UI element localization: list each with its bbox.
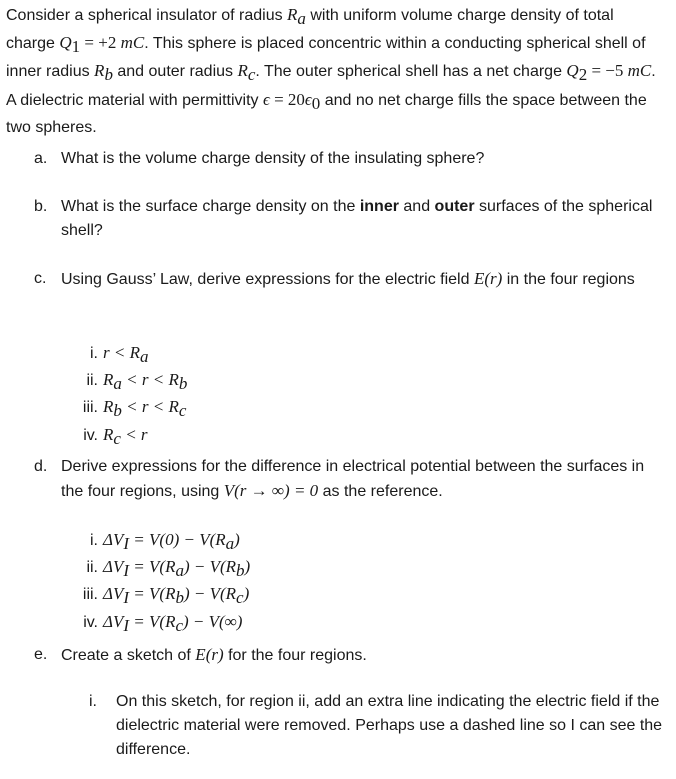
region-item [76,368,187,395]
question-text [61,455,664,504]
symbol-epsilon: ϵ [262,89,270,109]
delta-v: ΔV [103,584,124,604]
potential-expr: = V(R [129,584,176,604]
symbol-sub: 0 [311,93,321,113]
region-expr: r < R [103,343,140,362]
potential-expr: = V(R [129,557,176,577]
intro-math: = +2 [80,33,121,53]
symbol-E: E [195,645,206,664]
text: Derive expressions for the difference in electrical potential between the surfaces in the four regions, using [61,458,645,500]
item-label: i. [89,693,97,710]
symbol-sub: I [123,615,130,635]
question-label: c. [34,270,47,287]
item-label: iii. [82,399,98,417]
symbol-sub: b [175,588,184,608]
item-label: iii. [82,586,98,604]
intro-text: . A dielectric material with permittivity [6,63,656,109]
sketch-item-text: On this sketch, for region ii, add an extra line indicating the electric field if the dielectric material were removed. Perhaps use a dashed line so I can see the difference. [116,693,663,758]
item-label: iv. [83,426,98,444]
item-label: iv. [83,613,98,631]
symbol-epsilon0: ϵ [304,89,312,109]
potential-expr: ) − V(∞) [183,611,243,631]
symbol-sub: c [236,588,244,608]
symbol-sub: I [123,561,130,581]
intro-text: and no net charge fills the space between the two spheres. [6,91,647,136]
question-text [61,195,664,243]
question-d [34,455,664,504]
potential-expr: ) [243,584,250,604]
potential-expr: = V(R [129,611,176,631]
symbol-sub: 2 [578,65,588,85]
item-label: i. [90,345,98,362]
symbol-sub: a [225,534,235,554]
potential-item [76,528,250,555]
question-text [61,267,664,292]
symbol-r: (r) [484,269,503,288]
unit-mC: mC [120,33,145,53]
symbol-sub: c [178,401,187,421]
symbol-sub: c [175,615,183,635]
question-label: b. [34,198,48,215]
region-item [76,423,187,450]
question-text: What is the volume charge density of the insulating sphere? [61,150,485,167]
sketch-item [89,690,669,762]
text: Create a sketch of [61,647,196,664]
symbol-E: E [473,269,485,288]
region-list-c [76,341,187,450]
potential-item [76,610,250,637]
symbol-sub: b [178,374,188,394]
problem-intro [6,3,666,140]
region-expr: < r < R [121,397,179,417]
question-label: e. [34,646,48,663]
bold-inner: inner [359,198,399,215]
intro-text: and outer radius [112,63,238,81]
region-item [76,395,187,422]
symbol-sub: b [113,401,122,421]
symbol-sub: c [113,428,121,448]
intro-text: with uniform volume charge density of total charge [6,7,614,53]
potential-expr: = V(0) − V(R [129,530,226,549]
item-label: i. [90,532,98,549]
symbol-Rc: R [237,61,248,81]
symbol-sub: b [236,561,245,581]
region-expr: R [103,370,114,390]
intro-text: Consider a spherical insulator of radius [6,7,288,24]
symbol-sub: I [123,534,130,554]
region-expr: < r < R [121,370,179,390]
question-b [34,195,664,243]
potential-item [76,582,250,609]
symbol-sub: a [297,9,306,29]
intro-text: . This sphere is placed concentric within a conducting spherical shell of inner radius [6,35,646,81]
symbol-sub: a [113,374,122,394]
region-item [76,341,187,368]
region-expr: R [103,424,114,444]
potential-expr: ) [244,557,251,577]
intro-text: . The outer spherical shell has a net charge [255,63,567,81]
symbol-sub: 1 [71,37,81,57]
potential-expr: ) − V(R [183,584,237,604]
symbol-Ra: R [287,5,298,24]
text: and [398,198,435,215]
text: surfaces of the spherical shell? [61,198,653,239]
potential-item [76,555,250,582]
symbol-r: (r) [205,645,224,664]
intro-math: = −5 [587,61,628,81]
text: What is the surface charge density on the [61,198,360,215]
region-expr: R [103,397,114,417]
question-a [34,147,664,171]
text: as the reference. [318,483,443,500]
symbol-sub: I [123,588,130,608]
text: Using Gauss’ Law, derive expressions for the electric field [61,271,474,288]
sketch-list-e [89,690,669,762]
symbol-Q1: Q [59,33,72,53]
unit-mC: mC [627,61,652,81]
symbol-sub: c [247,65,256,85]
question-text [61,643,664,668]
symbol-Rb: R [94,61,105,81]
intro-math: = 20 [269,89,305,109]
reference-expr: V(r → ∞) = 0 [223,481,319,500]
symbol-sub: b [104,65,113,85]
item-label: ii. [86,559,98,577]
question-label: d. [34,458,48,475]
delta-v: ΔV [103,530,124,549]
symbol-sub: a [139,347,149,367]
potential-expr: ) − V(R [183,557,237,577]
item-label: ii. [86,372,98,390]
text: for the four regions. [223,647,367,664]
delta-v: ΔV [103,611,124,631]
text: in the four regions [502,271,635,288]
symbol-Q2: Q [566,61,579,81]
question-c [34,267,664,292]
potential-list-d [76,528,250,637]
question-e [34,643,664,668]
region-expr: < r [120,424,148,444]
bold-outer: outer [434,198,475,215]
question-label: a. [34,150,48,167]
potential-expr: ) [234,530,240,549]
delta-v: ΔV [103,557,124,577]
symbol-sub: a [175,561,184,581]
